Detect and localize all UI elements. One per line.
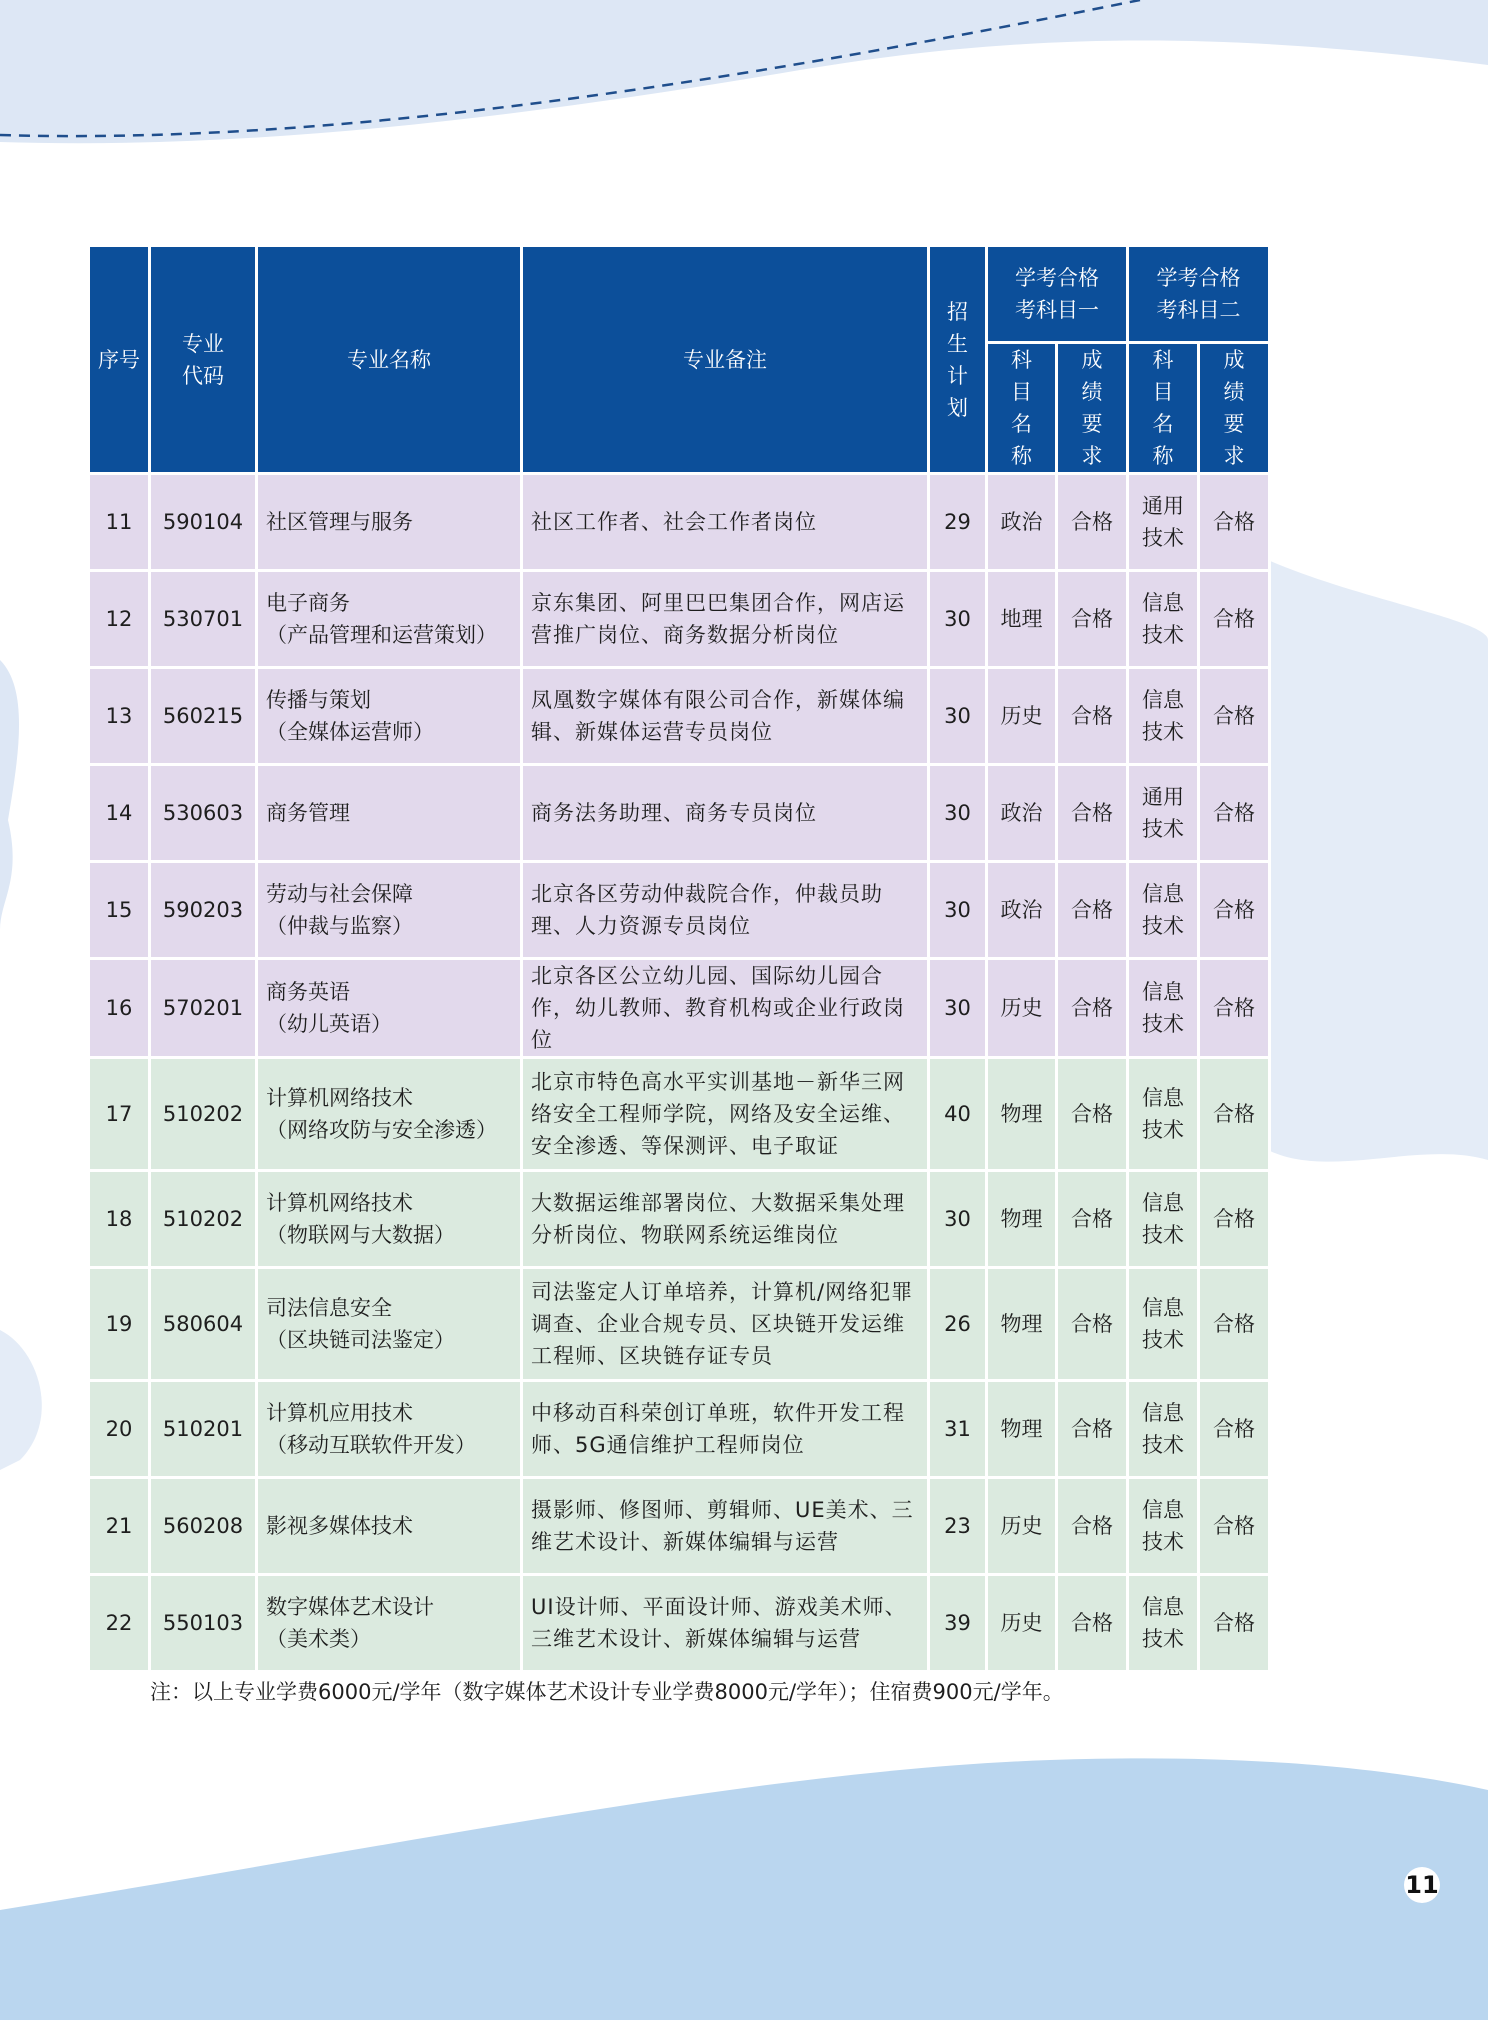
cell-s2-req: 合格 (1199, 1171, 1270, 1268)
cell-code: 590104 (150, 474, 257, 571)
major-name: 社区管理与服务 (266, 510, 413, 534)
cell-plan: 26 (929, 1268, 987, 1381)
cell-s1-req: 合格 (1057, 571, 1128, 668)
cell-name (257, 1381, 522, 1478)
header-seq: 序号 (89, 246, 150, 474)
fee-footnote: 注：以上专业学费6000元/学年（数字媒体艺术设计专业学费8000元/学年）；住宿费900元/学年。 (150, 1680, 1064, 1704)
major-name: 传播与策划 (266, 688, 371, 712)
table-row (89, 668, 1270, 765)
cell-s2-req: 合格 (1199, 1575, 1270, 1672)
cell-plan: 30 (929, 668, 987, 765)
major-direction: （仲裁与监察） (266, 914, 413, 938)
cell-s1-subject: 地理 (987, 571, 1057, 668)
cell-plan: 23 (929, 1478, 987, 1575)
cell-plan: 40 (929, 1058, 987, 1171)
cell-plan: 30 (929, 862, 987, 959)
cell-code: 510202 (150, 1058, 257, 1171)
major-name: 计算机网络技术 (266, 1086, 413, 1110)
cell-s1-req: 合格 (1057, 862, 1128, 959)
major-name: 商务英语 (266, 980, 350, 1004)
bottom-wave (0, 1758, 1488, 2020)
header-subject2: 学考合格考科目二 (1128, 246, 1270, 343)
header-plan: 招生计划 (929, 246, 987, 474)
cell-code: 530701 (150, 571, 257, 668)
cell-name (257, 1058, 522, 1171)
cell-s1-req: 合格 (1057, 1171, 1128, 1268)
cell-s1-subject: 历史 (987, 1575, 1057, 1672)
cell-notes: 京东集团、阿里巴巴集团合作，网店运营推广岗位、商务数据分析岗位 (522, 571, 929, 668)
major-name: 影视多媒体技术 (266, 1514, 413, 1538)
cell-seq: 13 (89, 668, 150, 765)
cell-name (257, 862, 522, 959)
cell-code: 560215 (150, 668, 257, 765)
table-row (89, 862, 1270, 959)
cell-s1-req: 合格 (1057, 1381, 1128, 1478)
cell-name (257, 668, 522, 765)
cell-code: 530603 (150, 765, 257, 862)
cell-name (257, 1575, 522, 1672)
cell-s1-subject: 政治 (987, 765, 1057, 862)
cell-s2-req: 合格 (1199, 668, 1270, 765)
cell-s2-req: 合格 (1199, 959, 1270, 1058)
cell-code: 550103 (150, 1575, 257, 1672)
cell-plan: 31 (929, 1381, 987, 1478)
cell-seq: 12 (89, 571, 150, 668)
cell-s2-subject: 信息技术 (1128, 1478, 1199, 1575)
cell-name (257, 959, 522, 1058)
header-notes: 专业备注 (522, 246, 929, 474)
table-row (89, 1171, 1270, 1268)
major-name: 数字媒体艺术设计 (266, 1595, 434, 1619)
cell-plan: 30 (929, 1171, 987, 1268)
cell-s2-req: 合格 (1199, 1381, 1270, 1478)
cell-s1-req: 合格 (1057, 765, 1128, 862)
cell-code: 580604 (150, 1268, 257, 1381)
cell-name (257, 1478, 522, 1575)
cell-notes: UI设计师、平面设计师、游戏美术师、三维艺术设计、新媒体编辑与运营 (522, 1575, 929, 1672)
cell-notes: 凤凰数字媒体有限公司合作，新媒体编辑、新媒体运营专员岗位 (522, 668, 929, 765)
major-name: 电子商务 (266, 591, 350, 615)
table-row (89, 959, 1270, 1058)
cell-seq: 14 (89, 765, 150, 862)
major-direction: （物联网与大数据） (266, 1223, 455, 1247)
major-direction: （全媒体运营师） (266, 720, 434, 744)
cell-s2-subject: 信息技术 (1128, 959, 1199, 1058)
cell-code: 590203 (150, 862, 257, 959)
table-row (89, 1058, 1270, 1171)
major-direction: （产品管理和运营策划） (266, 623, 497, 647)
cell-seq: 15 (89, 862, 150, 959)
cell-s1-subject: 历史 (987, 959, 1057, 1058)
major-name: 计算机应用技术 (266, 1401, 413, 1425)
table-row (89, 1268, 1270, 1381)
page-number: 11 (1404, 1867, 1440, 1903)
cell-s2-req: 合格 (1199, 1478, 1270, 1575)
cell-name (257, 474, 522, 571)
cell-s2-subject: 信息技术 (1128, 1058, 1199, 1171)
header-code: 专业代码 (150, 246, 257, 474)
cell-s2-req: 合格 (1199, 765, 1270, 862)
table-row (89, 1575, 1270, 1672)
cell-notes: 社区工作者、社会工作者岗位 (522, 474, 929, 571)
cell-notes: 北京市特色高水平实训基地－新华三网络安全工程师学院，网络及安全运维、安全渗透、等保测评、电子取证 (522, 1058, 929, 1171)
cell-s2-req: 合格 (1199, 1058, 1270, 1171)
cell-s1-subject: 历史 (987, 1478, 1057, 1575)
brush-stroke-left-2 (0, 1330, 42, 1470)
cell-notes: 北京各区公立幼儿园、国际幼儿园合作，幼儿教师、教育机构或企业行政岗位 (522, 959, 929, 1058)
major-direction: （网络攻防与安全渗透） (266, 1118, 497, 1142)
cell-code: 510202 (150, 1171, 257, 1268)
cell-notes: 商务法务助理、商务专员岗位 (522, 765, 929, 862)
cell-s1-subject: 政治 (987, 862, 1057, 959)
major-direction: （美术类） (266, 1627, 371, 1651)
cell-name (257, 1268, 522, 1381)
major-name: 司法信息安全 (266, 1296, 392, 1320)
cell-plan: 30 (929, 765, 987, 862)
table-row (89, 1478, 1270, 1575)
cell-plan: 30 (929, 571, 987, 668)
cell-s1-subject: 政治 (987, 474, 1057, 571)
table-row (89, 474, 1270, 571)
cell-s2-subject: 通用技术 (1128, 474, 1199, 571)
header-subject1: 学考合格考科目一 (987, 246, 1128, 343)
cell-notes: 中移动百科荣创订单班，软件开发工程师、5G通信维护工程师岗位 (522, 1381, 929, 1478)
cell-s2-subject: 通用技术 (1128, 765, 1199, 862)
cell-seq: 21 (89, 1478, 150, 1575)
brush-stroke-right (1268, 560, 1488, 1162)
major-direction: （区块链司法鉴定） (266, 1328, 455, 1352)
cell-s1-subject: 物理 (987, 1268, 1057, 1381)
cell-s1-subject: 物理 (987, 1171, 1057, 1268)
cell-notes: 司法鉴定人订单培养，计算机/网络犯罪调查、企业合规专员、区块链开发运维工程师、区块链存证专员 (522, 1268, 929, 1381)
cell-s2-subject: 信息技术 (1128, 1171, 1199, 1268)
table-row (89, 1381, 1270, 1478)
cell-s1-subject: 物理 (987, 1381, 1057, 1478)
cell-s2-req: 合格 (1199, 474, 1270, 571)
cell-seq: 11 (89, 474, 150, 571)
cell-s2-req: 合格 (1199, 1268, 1270, 1381)
cell-seq: 16 (89, 959, 150, 1058)
cell-s1-req: 合格 (1057, 1058, 1128, 1171)
header-s1-score-req: 成绩要求 (1057, 343, 1128, 474)
cell-name (257, 571, 522, 668)
cell-s1-subject: 物理 (987, 1058, 1057, 1171)
cell-notes: 北京各区劳动仲裁院合作，仲裁员助理、人力资源专员岗位 (522, 862, 929, 959)
majors-table-container (87, 244, 1268, 1673)
cell-seq: 20 (89, 1381, 150, 1478)
cell-name (257, 765, 522, 862)
cell-seq: 19 (89, 1268, 150, 1381)
header-s2-subject-name: 科目名称 (1128, 343, 1199, 474)
cell-s1-req: 合格 (1057, 668, 1128, 765)
cell-s1-req: 合格 (1057, 474, 1128, 571)
brush-stroke-left (0, 660, 19, 930)
cell-s2-req: 合格 (1199, 862, 1270, 959)
cell-s2-subject: 信息技术 (1128, 1268, 1199, 1381)
cell-seq: 17 (89, 1058, 150, 1171)
cell-code: 570201 (150, 959, 257, 1058)
major-direction: （幼儿英语） (266, 1012, 392, 1036)
cell-plan: 39 (929, 1575, 987, 1672)
cell-name (257, 1171, 522, 1268)
header-name: 专业名称 (257, 246, 522, 474)
table-row (89, 765, 1270, 862)
cell-s2-subject: 信息技术 (1128, 862, 1199, 959)
cell-code: 510201 (150, 1381, 257, 1478)
cell-s2-subject: 信息技术 (1128, 668, 1199, 765)
table-body (89, 474, 1270, 1672)
cell-plan: 29 (929, 474, 987, 571)
major-name: 计算机网络技术 (266, 1191, 413, 1215)
cell-s2-subject: 信息技术 (1128, 571, 1199, 668)
cell-s1-req: 合格 (1057, 1268, 1128, 1381)
cell-seq: 18 (89, 1171, 150, 1268)
header-s1-subject-name: 科目名称 (987, 343, 1057, 474)
cell-plan: 30 (929, 959, 987, 1058)
top-wave (0, 0, 1488, 143)
cell-s1-subject: 历史 (987, 668, 1057, 765)
cell-notes: 大数据运维部署岗位、大数据采集处理分析岗位、物联网系统运维岗位 (522, 1171, 929, 1268)
cell-s2-req: 合格 (1199, 571, 1270, 668)
header-s2-score-req: 成绩要求 (1199, 343, 1270, 474)
major-name: 商务管理 (266, 801, 350, 825)
table-row (89, 571, 1270, 668)
cell-s2-subject: 信息技术 (1128, 1381, 1199, 1478)
cell-s2-subject: 信息技术 (1128, 1575, 1199, 1672)
major-name: 劳动与社会保障 (266, 882, 413, 906)
cell-s1-req: 合格 (1057, 1575, 1128, 1672)
cell-notes: 摄影师、修图师、剪辑师、UE美术、三维艺术设计、新媒体编辑与运营 (522, 1478, 929, 1575)
cell-s1-req: 合格 (1057, 1478, 1128, 1575)
cell-s1-req: 合格 (1057, 959, 1128, 1058)
cell-seq: 22 (89, 1575, 150, 1672)
majors-table (87, 244, 1271, 1673)
major-direction: （移动互联软件开发） (266, 1433, 476, 1457)
cell-code: 560208 (150, 1478, 257, 1575)
